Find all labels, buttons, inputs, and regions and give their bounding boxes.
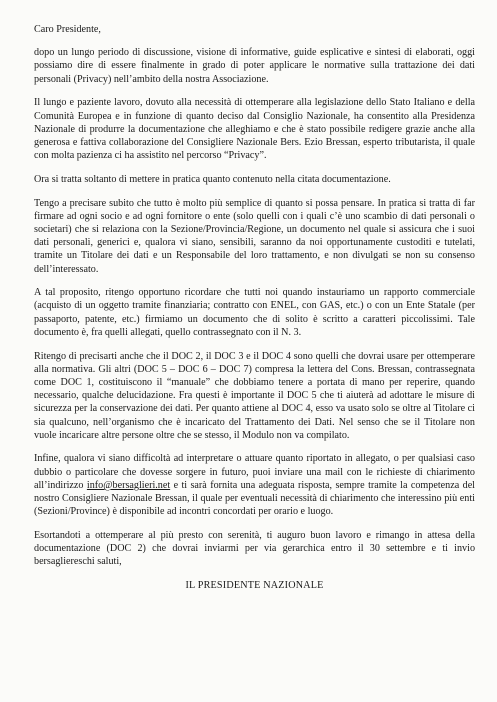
paragraph-contact	[34, 452, 475, 518]
signature: IL PRESIDENTE NAZIONALE	[185, 580, 324, 592]
paragraph-proposito: A tal proposito, ritengo opportuno ricordare che tutti noi quando instauriamo un rapporto commerciale (acquisto di un oggetto tramite finanziaria; contratto con ENEL, con GAS, etc.) o con un Ente Statale (per passaporto, patente, etc.) firmiamo un documento che di solito è scritto a caratteri piccolissimi. Tale documento è, fra quelli allegati, quello contrassegnato con il N. 3.	[34, 287, 475, 338]
paragraph-simple: Tengo a precisare subito che tutto è molto più semplice di quanto si possa pensare. In pratica si tratta di far firmare ad ogni socio e ad ogni fornitore o ente (solo quelli con i quali c’è uno scambio di dati personali o societari) che si relaziona con la Sezione/Provincia/Regione, un documento nel quale si assicura che i suoi dati personali, generici e, qualora vi siano, sensibili, saranno da noi opportunamente custoditi e tutelati, tramite un Titolare dei dati e un Responsabile del loro trattamento, e non divulgati se non su consenso dell’interessato.	[34, 197, 475, 275]
contact-text-after: e ti sarà fornita una adeguata risposta, sempre tramite la competenza del nostro Consigliere Nazionale Bressan, il quale per eventuali necessità di chiarimento che interessino più enti (Sezioni/Province) è disponibile ad incontri concordati per orario e luogo.	[34, 479, 475, 518]
paragraph-work: Il lungo e paziente lavoro, dovuto alla necessità di ottemperare alla legislazione dello Stato Italiano e della Comunità Europea e in funzione di quanto deciso dal Consiglio Nazionale, ha consentito alla Presidenza Nazionale di produrre la documentazione che alleghiamo e che è stato possibile redigere grazie anche alla generosa e fattiva collaborazione del Consigliere Nazionale Bers. Ezio Bressan, esperto tributarista, il quale con molta pazienza ci ha assistito nel percorso “Privacy”.	[34, 97, 475, 162]
paragraph-closing: Esortandoti a ottemperare al più presto con serenità, ti auguro buon lavoro e rimango in attesa della documentazione (DOC 2) che dovrai inviarmi per via gerarchica entro il 30 settembre e ti invio bersagliereschi saluti,	[34, 530, 475, 568]
letter-greeting: Caro Presidente,	[34, 24, 101, 35]
email-link[interactable]: info@bersaglieri.net	[86, 479, 171, 491]
paragraph-intro: dopo un lungo periodo di discussione, visione di informative, guide esplicative e sintesi di elaborati, oggi possiamo dire di essere finalmente in grado di poter applicare le normative sulla trattazione dei dati personali (Privacy) nell’ambito della nostra Associazione.	[34, 47, 475, 85]
paragraph-practice: Ora si tratta soltanto di mettere in pratica quanto contenuto nella citata documentazione.	[34, 173, 391, 185]
contact-text-before: Infine, qualora vi siano difficoltà ad interpretare o attuare quanto riportato in allegato, o per qualsiasi caso dubbio o particolare che dovesse sorgere in futuro, puoi inviare una mail con le richieste di chiarimento all’indirizzo	[34, 453, 475, 491]
paragraph-documents: Ritengo di precisarti anche che il DOC 2, il DOC 3 e il DOC 4 sono quelli che dovrai usare per ottemperare alla normativa. Gli altri (DOC 5 – DOC 6 – DOC 7) compresa la lettera del Cons. Bressan, contrassegnata come DOC 1, costituiscono il “manuale” che dobbiamo tenere a portata di mano per reperire, quando necessario, qualche delucidazione. Fra questi è importante il DOC 5 che ti aiuterà ad adottare le misure di sicurezza per la conservazione dei dati. Per quanto attiene al DOC 4, esso va usato solo se oltre al Titolare ci sia qualcuno, nell’organismo che è incaricato del Trattamento dei Dati. Nel senso che se il Titolare non vuole incaricare altre persone oltre che se stesso, il Modulo non va compilato.	[34, 350, 475, 441]
